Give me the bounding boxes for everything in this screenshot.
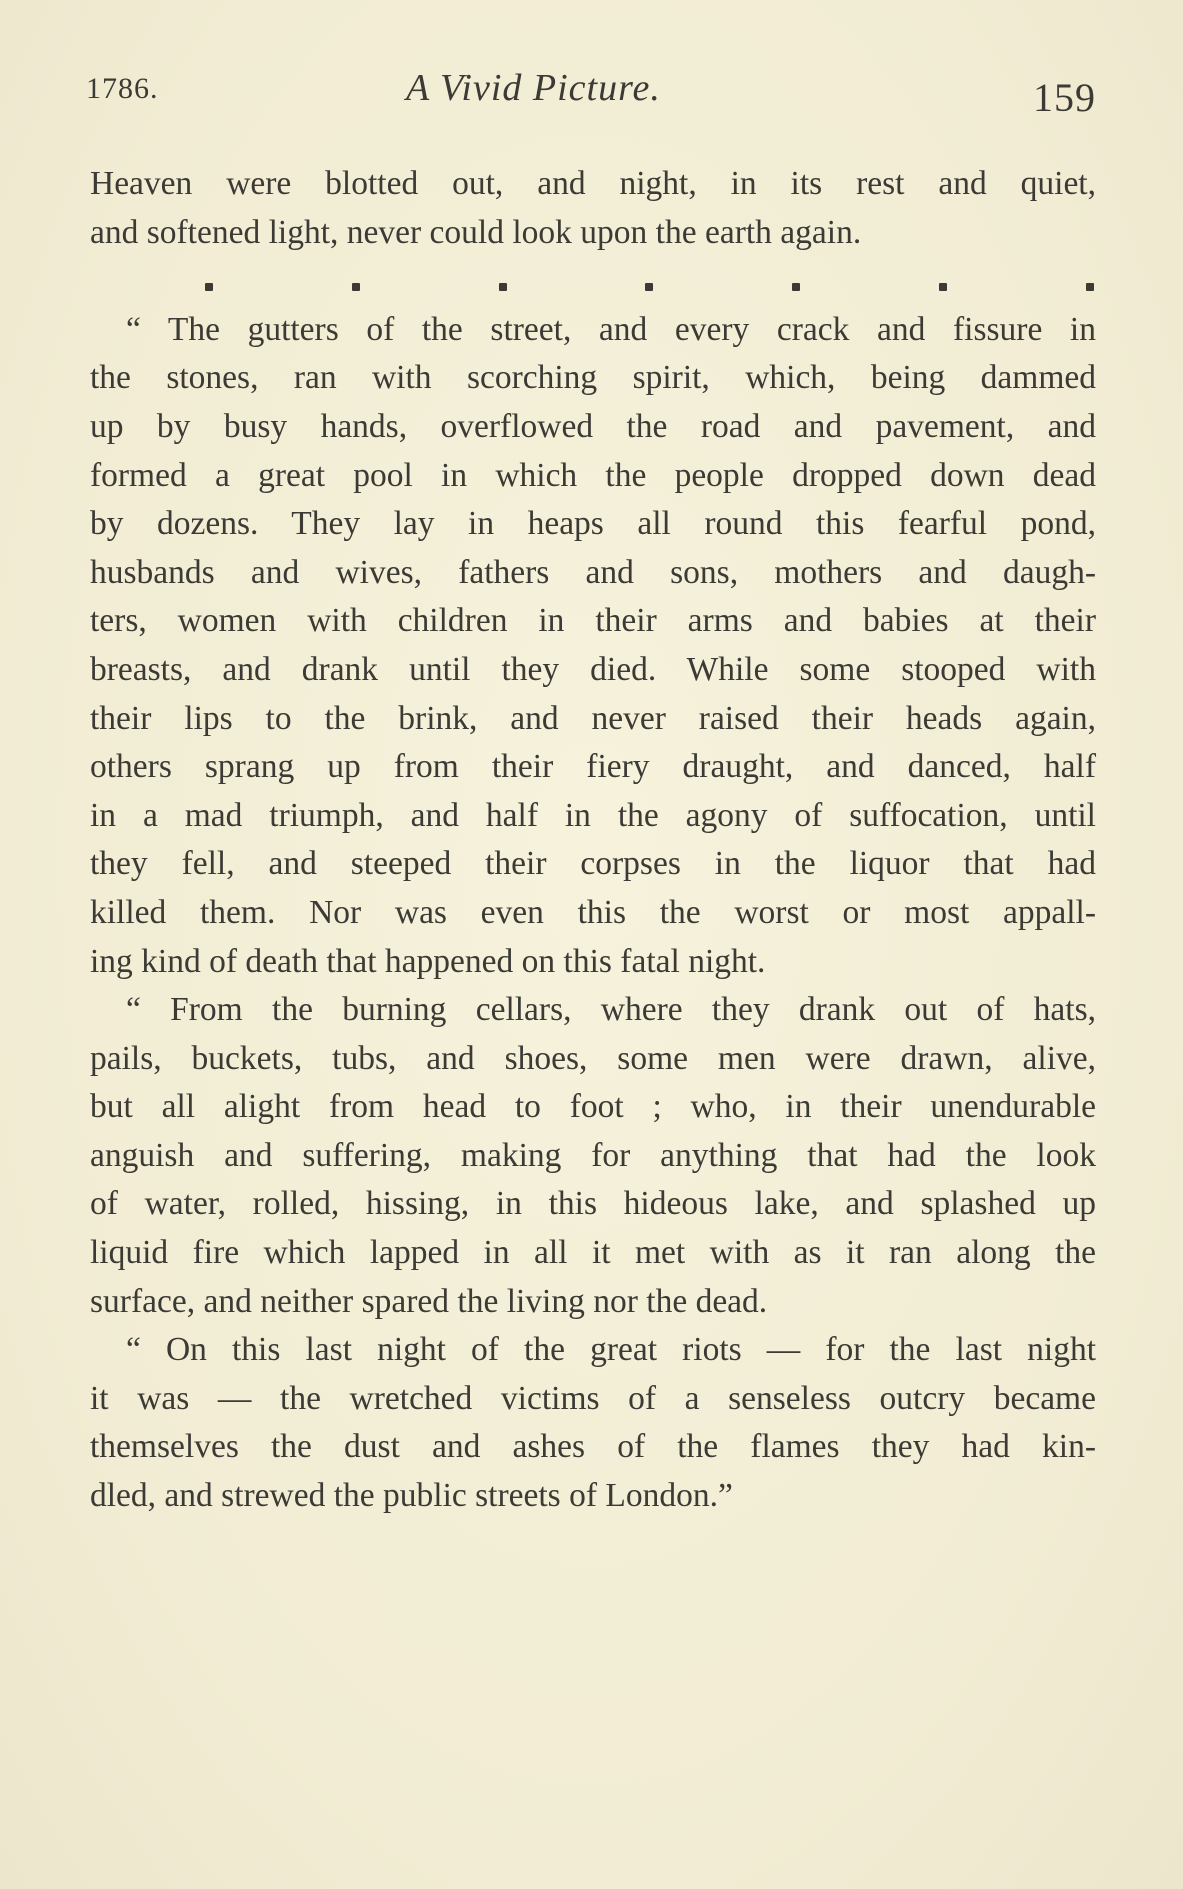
text-line: Heaven were blotted out, and night, in its rest and quiet,	[90, 165, 1096, 202]
text-line: up by busy hands, overflowed the road and pavement, and	[90, 407, 1096, 445]
text-line: breasts, and drank until they died. While some stooped with	[90, 650, 1096, 688]
text-line: liquid fire which lapped in all it met with as it ran along the	[90, 1234, 1096, 1272]
text-line: others sprang up from their fiery draught, and danced, half	[90, 748, 1096, 786]
ellipsis-dot	[205, 283, 213, 291]
text-line: it was — the wretched victims of a senseless outcry became	[90, 1379, 1096, 1417]
text-line: their lips to the brink, and never raised their heads again,	[90, 699, 1096, 737]
ellipsis-separator	[90, 257, 1096, 306]
text-line: pails, buckets, tubs, and shoes, some men were drawn, alive,	[90, 1039, 1096, 1077]
text-line: by dozens. They lay in heaps all round this fearful pond,	[90, 505, 1096, 543]
text-line: and softened light, never could look upon the earth again.	[90, 213, 862, 251]
text-line: ters, women with children in their arms and babies at their	[90, 602, 1096, 640]
running-head-year: 1786.	[86, 72, 159, 105]
running-head-title: A Vivid Picture.	[406, 67, 661, 109]
running-head	[86, 58, 1096, 118]
body-text	[90, 160, 1096, 1521]
text-line: husbands and wives, fathers and sons, mothers and daugh-	[90, 553, 1096, 591]
text-line: the stones, ran with scorching spirit, which, being dammed	[90, 359, 1096, 397]
ellipsis-dot	[645, 283, 653, 291]
text-line: killed them. Nor was even this the worst or most appall-	[90, 893, 1096, 931]
text-line: ing kind of death that happened on this fatal night.	[90, 942, 766, 980]
text-line: “ On this last night of the great riots — for the last night	[126, 1331, 1096, 1369]
page-number: 159	[1033, 75, 1096, 120]
ellipsis-dot	[499, 283, 507, 291]
ellipsis-dot	[792, 283, 800, 291]
text-line: in a mad triumph, and half in the agony of suffocation, until	[90, 796, 1096, 834]
text-line: surface, and neither spared the living nor the dead.	[90, 1282, 768, 1320]
text-line: “ From the burning cellars, where they drank out of hats,	[126, 991, 1096, 1029]
text-line: dled, and strewed the public streets of London.”	[90, 1477, 733, 1515]
text-line: but all alight from head to foot ; who, in their unendurable	[90, 1088, 1096, 1126]
ellipsis-dot	[352, 283, 360, 291]
text-line: of water, rolled, hissing, in this hideous lake, and splashed up	[90, 1185, 1096, 1223]
ellipsis-dot	[1086, 283, 1094, 291]
ellipsis-dot	[939, 283, 947, 291]
text-line: formed a great pool in which the people dropped down dead	[90, 456, 1096, 494]
text-line: they fell, and steeped their corpses in the liquor that had	[90, 845, 1096, 883]
text-line: themselves the dust and ashes of the flames they had kin-	[90, 1428, 1096, 1466]
text-line: anguish and suffering, making for anything that had the look	[90, 1136, 1096, 1174]
text-line: “ The gutters of the street, and every crack and fissure in	[126, 310, 1096, 348]
